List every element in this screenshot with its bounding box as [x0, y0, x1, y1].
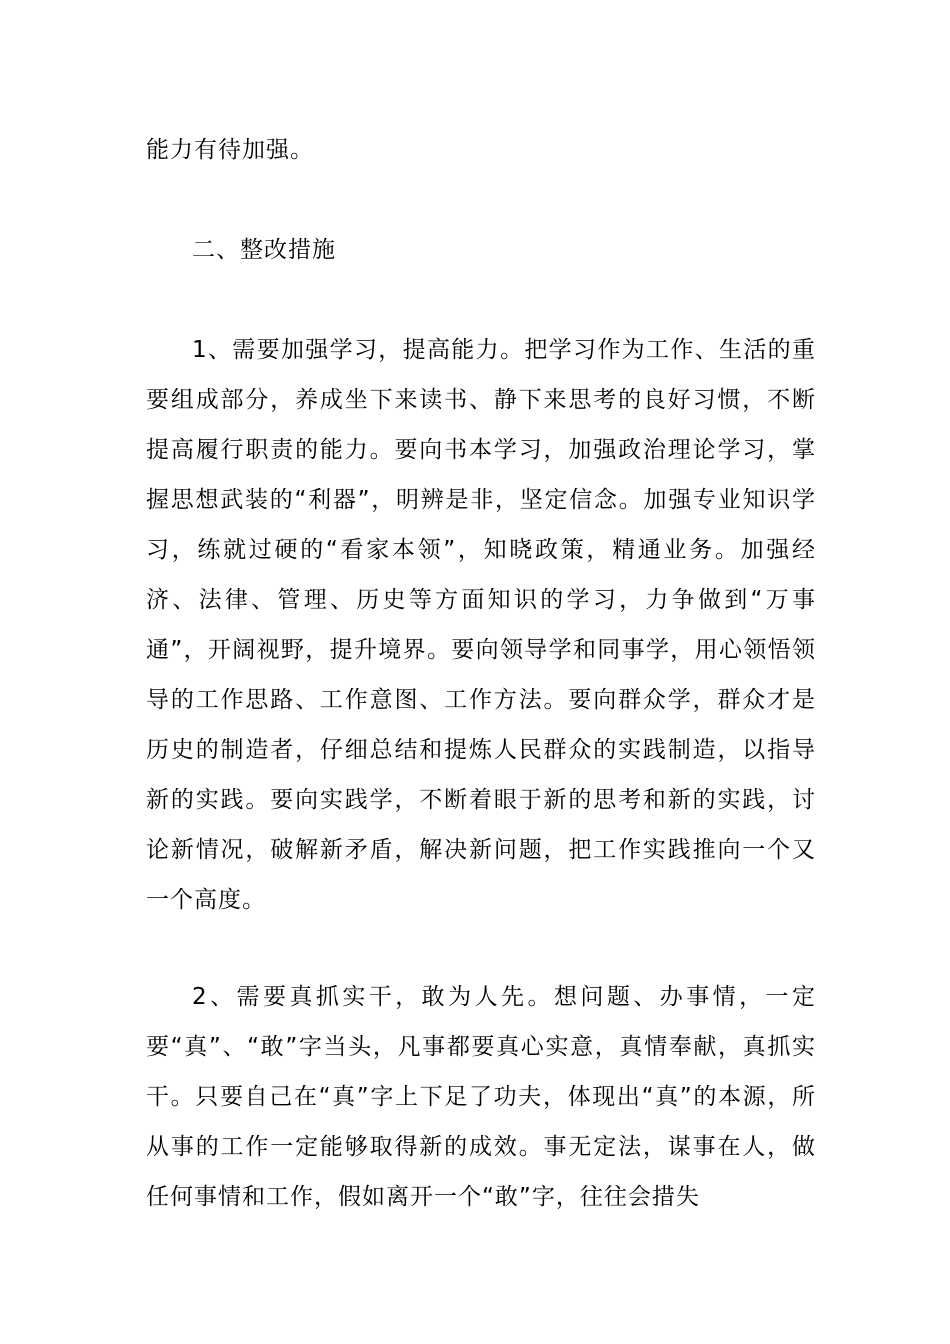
paragraph-continuation: 能力有待加强。 — [146, 137, 314, 163]
paragraph-measure-1: 1、需要加强学习，提高能力。把学习作为工作、生活的重要组成部分，养成坐下来读书、静下来思考的良好习惯，不断提高履行职责的能力。要向书本学习，加强政治理论学习，掌握思想武装的“利器”，明辨是非，坚定信念。加强专业知识学习，练就过硬的“看家本领”，知晓政策，精通业务。加强经济、法律、管理、历史等方面知识的学习，力争做到“万事通”，开阔视野，提升境界。要向领导学和同事学，用心领悟领导的工作思路、工作意图、工作方法。要向群众学，群众才是历史的制造者，仔细总结和提炼人民群众的实践制造，以指导新的实践。要向实践学，不断着眼于新的思考和新的实践，讨论新情况，破解新矛盾，解决新问题，把工作实践推向一个又一个高度。 — [146, 337, 816, 913]
paragraph-measure-2: 2、需要真抓实干，敢为人先。想问题、办事情，一定要“真”、“敢”字当头，凡事都要真心实意，真情奉献，真抓实干。只要自己在“真”字上下足了功夫，体现出“真”的本源，所从事的工作一定能够取得新的成效。事无定法，谋事在人，做任何事情和工作，假如离开一个“敢”字，往往会措失 — [146, 984, 816, 1210]
section-heading: 二、整改措施 — [192, 237, 336, 263]
